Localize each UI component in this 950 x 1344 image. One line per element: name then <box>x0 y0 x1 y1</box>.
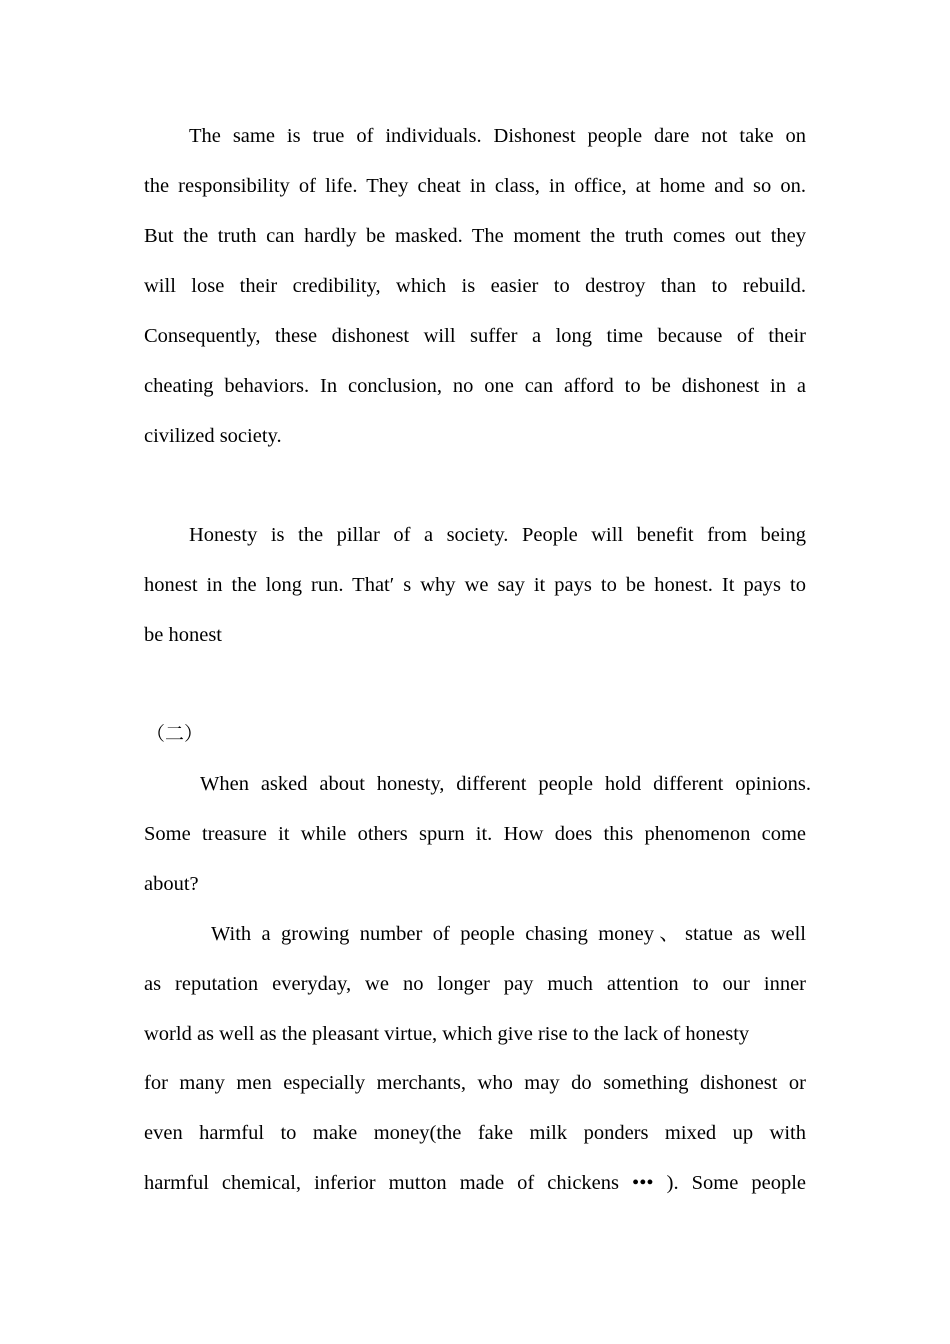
text-line: world as well as the pleasant virtue, which give rise to the lack of honesty <box>144 1023 750 1045</box>
text-line: will lose their credibility, which is easier to destroy than to rebuild. <box>144 275 806 297</box>
text-line: even harmful to make money(the fake milk ponders mixed up with <box>144 1122 806 1144</box>
text-line: Honesty is the pillar of a society. People will benefit from being <box>189 524 806 546</box>
text-line: civilized society. <box>144 425 282 447</box>
text-line: When asked about honesty, different people hold different opinions. <box>200 773 811 795</box>
text-line: as reputation everyday, we no longer pay much attention to our inner <box>144 973 806 995</box>
text-line: the responsibility of life. They cheat in class, in office, at home and so on. <box>144 175 806 197</box>
text-line: Some treasure it while others spurn it. How does this phenomenon come <box>144 823 806 845</box>
text-line: But the truth can hardly be masked. The moment the truth comes out they <box>144 225 806 247</box>
text-line: With a growing number of people chasing money、statue as well <box>211 923 806 945</box>
text-line: about? <box>144 873 199 895</box>
text-line: harmful chemical, inferior mutton made of chickens ••• ). Some people <box>144 1172 806 1194</box>
text-line: cheating behaviors. In conclusion, no one can afford to be dishonest in a <box>144 375 806 397</box>
text-line: honest in the long run. That′ s why we say it pays to be honest. It pays to <box>144 574 806 596</box>
text-line: The same is true of individuals. Dishonest people dare not take on <box>189 125 806 147</box>
text-line: Consequently, these dishonest will suffer a long time because of their <box>144 325 806 347</box>
text-line: for many men especially merchants, who may do something dishonest or <box>144 1072 806 1094</box>
section-heading: （二） <box>146 723 204 745</box>
text-line: be honest <box>144 624 222 646</box>
